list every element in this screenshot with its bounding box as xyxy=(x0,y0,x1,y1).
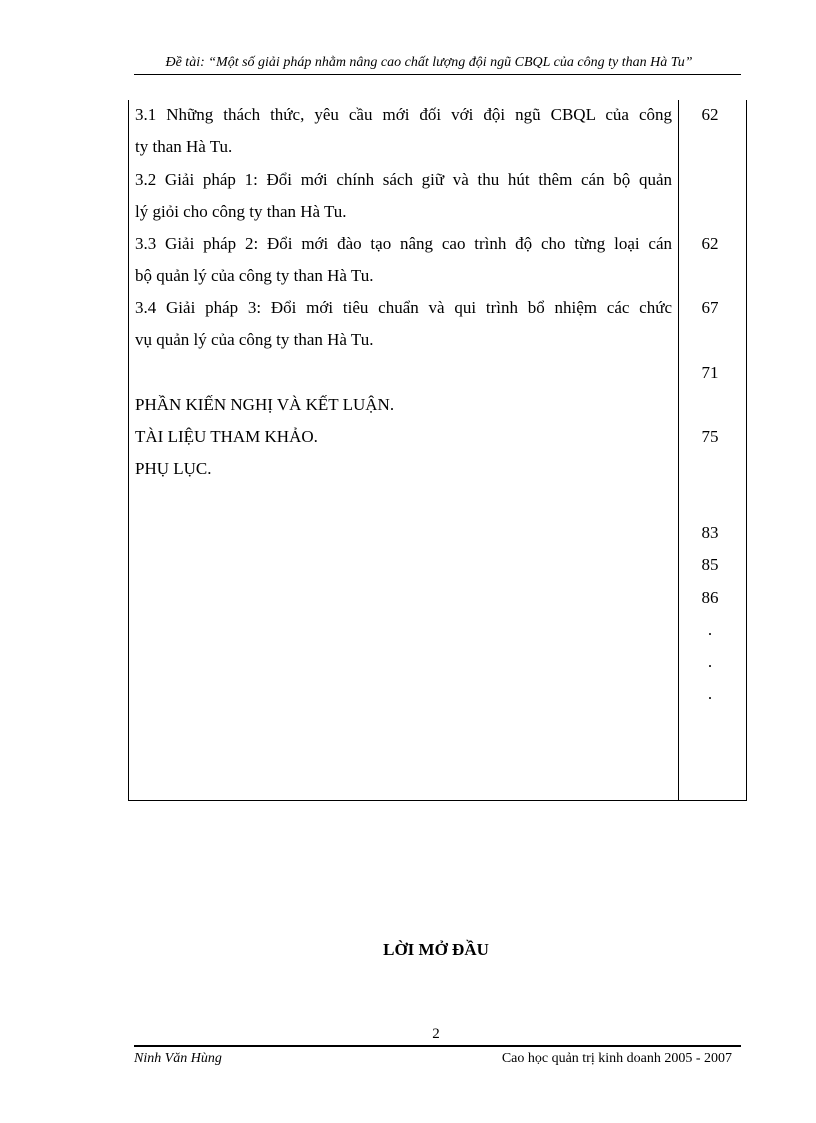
section-title: LỜI MỞ ĐẦU xyxy=(383,940,489,959)
toc-entry-3-4-line-1: 3.4 Giải pháp 3: Đổi mới tiêu chuẩn và qui trình bổ nhiệm các chức xyxy=(135,298,672,317)
toc-page-number: 62 xyxy=(701,105,719,124)
toc-entry-3-1-line-2: ty than Hà Tu. xyxy=(135,137,233,156)
footer-rule xyxy=(134,1045,741,1047)
footer-program: Cao học quản trị kinh doanh 2005 - 2007 xyxy=(501,1051,732,1066)
page-number: 2 xyxy=(432,1026,440,1042)
toc-page-number: 83 xyxy=(701,523,719,542)
toc-entry-3-3-line-1: 3.3 Giải pháp 2: Đổi mới đào tạo nâng cao trình độ cho từng loại cán xyxy=(135,234,672,253)
toc-entry-3-2-line-1: 3.2 Giải pháp 1: Đổi mới chính sách giữ và thu hút thêm cán bộ quản xyxy=(135,170,672,189)
toc-page-number: 75 xyxy=(701,427,719,446)
page-column-divider xyxy=(678,100,679,801)
header-rule xyxy=(134,74,741,75)
toc-entry-3-4-line-2: vụ quản lý của công ty than Hà Tu. xyxy=(135,330,374,349)
toc-entry-conclusion: PHẦN KIẾN NGHỊ VÀ KẾT LUẬN. xyxy=(135,395,395,414)
toc-entry-3-1-line-1: 3.1 Những thách thức, yêu cầu mới đối với đội ngũ CBQL của công xyxy=(135,105,672,124)
toc-page-dot: . xyxy=(707,684,713,703)
toc-entry-3-3-line-2: bộ quản lý của công ty than Hà Tu. xyxy=(135,266,374,285)
toc-page-number: 85 xyxy=(701,555,719,574)
toc-entry-3-2-line-2: lý giỏi cho công ty than Hà Tu. xyxy=(135,202,347,221)
document-header-title: Đề tài: “Một số giải pháp nhằm nâng cao chất lượng đội ngũ CBQL của công ty than Hà Tu” xyxy=(165,55,693,70)
toc-page-dot: . xyxy=(707,652,713,671)
toc-page-number: 71 xyxy=(701,363,719,382)
toc-entry-references: TÀI LIỆU THAM KHẢO. xyxy=(135,427,318,446)
footer-author: Ninh Văn Hùng xyxy=(134,1051,222,1066)
toc-page-number: 67 xyxy=(701,298,719,317)
toc-entry-appendix: PHỤ LỤC. xyxy=(135,459,212,478)
toc-page-number: 62 xyxy=(701,234,719,253)
toc-page-dot: . xyxy=(707,620,713,639)
toc-page-number: 86 xyxy=(701,588,719,607)
